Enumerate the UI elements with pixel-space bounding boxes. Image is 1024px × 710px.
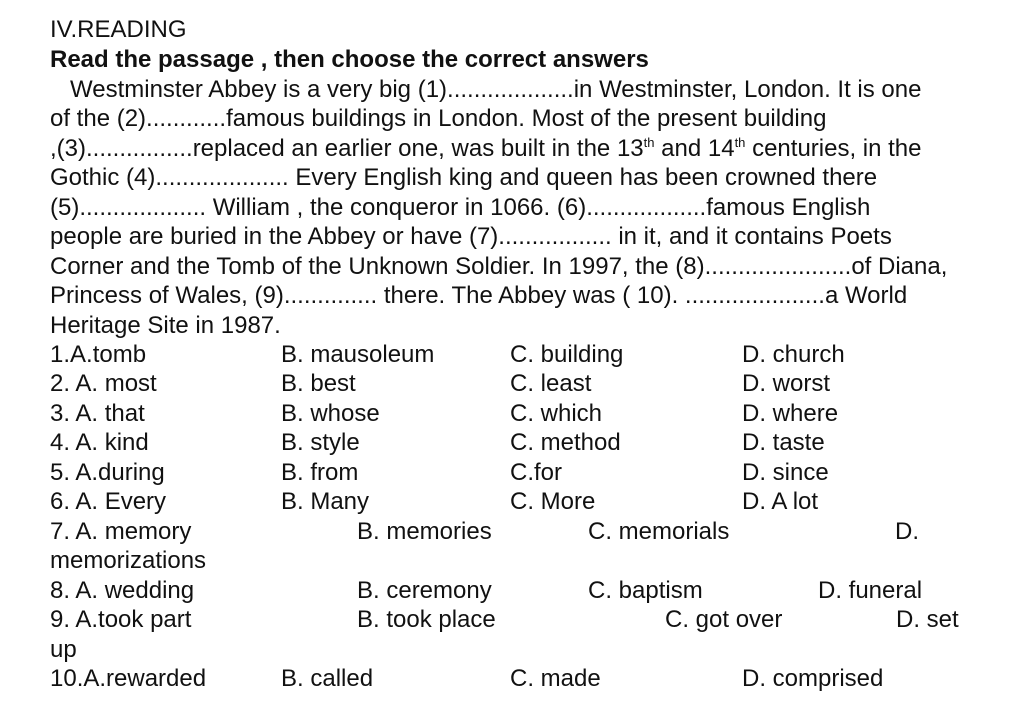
passage-line: Heritage Site in 1987.	[50, 312, 281, 339]
question-row	[0, 458, 1024, 487]
question-row	[0, 340, 1024, 369]
option-d-continued: memorizations	[50, 547, 207, 574]
superscript: th	[643, 135, 655, 150]
question-row	[0, 428, 1024, 457]
passage-text: and 14	[654, 135, 735, 162]
option-b: B. called	[281, 665, 374, 692]
instruction: Read the passage , then choose the correct answers	[50, 46, 649, 73]
option-b: B. style	[281, 429, 360, 456]
option-a: 10.A.rewarded	[50, 665, 207, 692]
option-b: B. best	[281, 370, 356, 397]
option-d: D. funeral	[818, 577, 923, 604]
question-row	[0, 605, 1024, 634]
passage-line: of the (2)............famous buildings in London. Most of the present building	[50, 105, 827, 132]
option-d: D. church	[742, 341, 845, 368]
question-row	[0, 487, 1024, 516]
option-b: B. memories	[357, 518, 492, 545]
option-d: D. set	[896, 606, 959, 633]
option-d: D. taste	[742, 429, 825, 456]
option-a: 2. A. most	[50, 370, 157, 397]
option-c: C. More	[510, 488, 596, 515]
option-d: D. A lot	[742, 488, 819, 515]
question-row	[0, 664, 1024, 693]
option-a: 5. A.during	[50, 459, 165, 486]
option-c: C. which	[510, 400, 603, 427]
option-a: 3. A. that	[50, 400, 145, 427]
option-a: 1.A.tomb	[50, 341, 147, 368]
passage-text: centuries, in the	[745, 135, 922, 162]
option-b: B. mausoleum	[281, 341, 435, 368]
question-row	[0, 399, 1024, 428]
passage-line: Westminster Abbey is a very big (1)...................in Westminster, London. It is one	[50, 76, 922, 103]
passage-line	[50, 134, 922, 163]
superscript: th	[734, 135, 746, 150]
passage-line: Gothic (4).................... Every English king and queen has been crowned there	[50, 164, 878, 191]
option-c: C. made	[510, 665, 601, 692]
option-a: 7. A. memory	[50, 518, 192, 545]
option-d: D.	[895, 518, 919, 545]
option-b: B. Many	[281, 488, 370, 515]
option-c: C. baptism	[588, 577, 703, 604]
option-d: D. worst	[742, 370, 831, 397]
option-c: C. method	[510, 429, 621, 456]
option-c: C. building	[510, 341, 624, 368]
option-c: C. got over	[665, 606, 783, 633]
question-row-continuation	[0, 546, 1024, 575]
question-row	[0, 369, 1024, 398]
option-c: C. least	[510, 370, 592, 397]
section-title: IV.READING	[50, 16, 187, 43]
passage-line: (5)................... William , the conqueror in 1066. (6)..................famous English	[50, 194, 871, 221]
option-d: D. since	[742, 459, 829, 486]
passage-line: people are buried in the Abbey or have (7)................. in it, and it contains Poets	[50, 223, 892, 250]
option-b: B. from	[281, 459, 359, 486]
option-c: C.for	[510, 459, 563, 486]
question-row	[0, 576, 1024, 605]
option-b: B. took place	[357, 606, 496, 633]
option-a: 9. A.took part	[50, 606, 192, 633]
option-d-continued: up	[50, 636, 77, 663]
option-b: B. whose	[281, 400, 380, 427]
option-d: D. comprised	[742, 665, 884, 692]
passage-line: Princess of Wales, (9).............. there. The Abbey was ( 10). .....................a World	[50, 282, 908, 309]
question-row	[0, 517, 1024, 546]
option-a: 6. A. Every	[50, 488, 167, 515]
passage-text: ,(3)................replaced an earlier one, was built in the 13	[50, 135, 644, 162]
option-d: D. where	[742, 400, 839, 427]
option-c: C. memorials	[588, 518, 730, 545]
option-a: 8. A. wedding	[50, 577, 195, 604]
passage-line: Corner and the Tomb of the Unknown Soldier. In 1997, the (8)......................of Diana,	[50, 253, 948, 280]
option-a: 4. A. kind	[50, 429, 149, 456]
option-b: B. ceremony	[357, 577, 492, 604]
question-row-continuation	[0, 635, 1024, 664]
